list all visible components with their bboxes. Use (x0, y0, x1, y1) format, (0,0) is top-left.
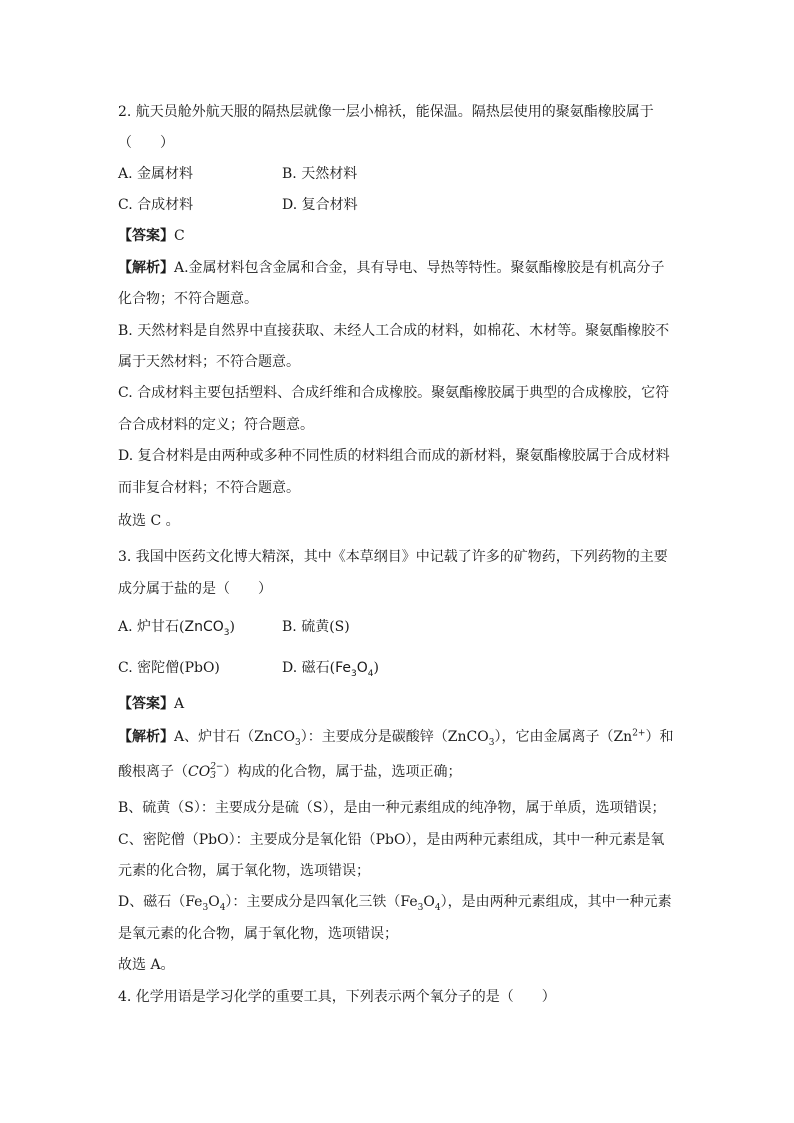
q2-stem-line2: （ ） (118, 135, 174, 151)
q2-option-d: D. 复合材料 (282, 197, 358, 213)
q2-option-c: C. 合成材料 (118, 197, 194, 213)
q3-analysis-d-line2: 是氧元素的化合物，属于氧化物，选项错误； (118, 926, 398, 942)
answer-label: 【答案】 (118, 228, 174, 244)
q2-analysis-b-line2: 属于天然材料；不符合题意。 (118, 354, 300, 370)
q3-analysis-a-line2: 酸根离子（CO 2− 3 ）构成的化合物，属于盐，选项正确； (118, 762, 462, 781)
q2-analysis-a-line1 (118, 258, 665, 278)
q2-analysis-d-line2: 而非复合材料；不符合题意。 (118, 480, 300, 496)
q4-stem-line1: 4. 化学用语是学习化学的重要工具，下列表示两个氧分子的是（ ） (118, 989, 556, 1005)
q3-analysis-b: B、硫黄（S）：主要成分是硫（S），是由一种元素组成的纯净物，属于单质，选项错误； (118, 800, 666, 816)
q3-option-c: C. 密陀僧(PbO) (118, 660, 220, 676)
formula-fe3o4: $Fe_3O_4$ (335, 660, 374, 679)
q3-analysis-c-line1: C、密陀僧（PbO）：主要成分是氧化铅（PbO），是由两种元素组成，其中一种元素是氧 (118, 832, 665, 848)
q2-analysis-c-line2: 合合成材料的定义；符合题意。 (118, 417, 314, 433)
q3-answer (118, 694, 184, 714)
q3-analysis-c-line2: 元素的化合物，属于氧化物，选项错误； (118, 863, 370, 879)
q2-analysis-b-line1: B. 天然材料是自然界中直接获取、未经人工合成的材料，如棉花、木材等。聚氨酯橡胶不 (118, 323, 670, 339)
q2-answer (118, 226, 185, 246)
q3-conclusion: 故选 A。 (118, 957, 175, 973)
q2-analysis-c-line1: C. 合成材料主要包括塑料、合成纤维和合成橡胶。聚氨酯橡胶属于典型的合成橡胶，它符 (118, 385, 670, 401)
carbonate-ion: CO 2− 3 (188, 762, 224, 781)
q3-option-a: A. 炉甘石(ZnCO$_3$) (118, 619, 235, 638)
analysis-label: 【解析】 (118, 729, 174, 745)
q2-conclusion: 故选 C 。 (118, 513, 180, 529)
answer-value: A (174, 696, 185, 712)
q2-option-b: B. 天然材料 (282, 166, 358, 182)
q3-analysis-d-line1: D、磁石$(Fe_3O_4)$：主要成分是四氧化三铁$(Fe_3O_4)$，是由两种元素组成，其中一种元素 (118, 894, 672, 913)
q3-stem-line1: 3. 我国中医药文化博大精深，其中《本草纲目》中记载了许多的矿物药，下列药物的主要 (118, 549, 668, 565)
formula-znco3: ZnCO$_3$ (184, 619, 230, 638)
q3-analysis-a-line1: 【解析】A、炉甘石（ZnCO$_3$）：主要成分是碳酸锌（ZnCO$_3$），它由金属离子$(Zn^{2+})$和 (118, 728, 674, 748)
answer-label: 【答案】 (118, 696, 174, 712)
q2-stem-line1: 2. 航天员舱外航天服的隔热层就像一层小棉袄，能保温。隔热层使用的聚氨酯橡胶属于 (118, 104, 654, 120)
q3-option-d: D. 磁石$(Fe_3O_4)$ (282, 660, 379, 679)
q3-stem-line2: 成分属于盐的是（ ） (118, 581, 272, 597)
q3-option-b: B. 硫黄(S) (282, 619, 350, 635)
analysis-text: A.金属材料包含金属和合金，具有导电、导热等特性。聚氨酯橡胶是有机高分子 (174, 260, 665, 276)
q2-analysis-d-line1: D. 复合材料是由两种或多种不同性质的材料组合而成的新材料，聚氨酯橡胶属于合成材料 (118, 448, 670, 464)
q2-option-a: A. 金属材料 (118, 166, 194, 182)
answer-value: C (174, 228, 185, 244)
q2-analysis-a-line2: 化合物；不符合题意。 (118, 291, 258, 307)
analysis-label: 【解析】 (118, 260, 174, 276)
